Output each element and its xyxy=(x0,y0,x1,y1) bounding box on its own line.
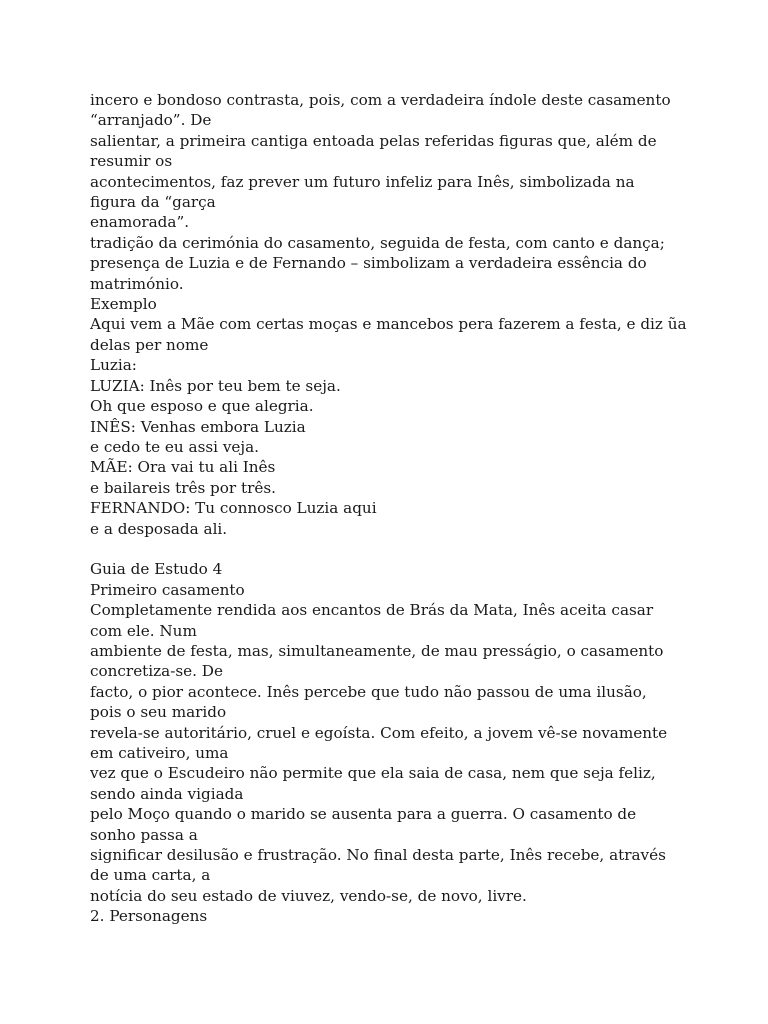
text-line: Aqui vem a Mãe com certas moças e mancebos pera fazerem a festa, e diz ũa xyxy=(90,315,687,334)
text-line: “arranjado”. De xyxy=(90,111,212,130)
text-line: enamorada”. xyxy=(90,213,190,232)
text-line: concretiza-se. De xyxy=(90,662,223,681)
text-line: de uma carta, a xyxy=(90,866,211,885)
text-line: Completamente rendida aos encantos de Brás da Mata, Inês aceita casar xyxy=(90,601,654,620)
text-line: com ele. Num xyxy=(90,621,197,640)
text-line: presença de Luzia e de Fernando – simbolizam a verdadeira essência do xyxy=(90,254,647,273)
text-line: em cativeiro, uma xyxy=(90,743,229,762)
blank-line xyxy=(90,539,688,559)
text-line: INÊS: Venhas embora Luzia xyxy=(90,417,306,436)
text-line: pelo Moço quando o marido se ausenta para a guerra. O casamento de xyxy=(90,805,637,824)
text-line: notícia do seu estado de viuvez, vendo-se, de novo, livre. xyxy=(90,886,527,905)
text-line: LUZIA: Inês por teu bem te seja. xyxy=(90,376,341,395)
text-line: incero e bondoso contrasta, pois, com a verdadeira índole deste casamento xyxy=(90,91,671,109)
text-line: tradição da cerimónia do casamento, seguida de festa, com canto e dança; xyxy=(90,233,665,252)
text-line: Oh que esposo e que alegria. xyxy=(90,397,314,416)
text-line: ambiente de festa, mas, simultaneamente, de mau presságio, o casamento xyxy=(90,641,664,660)
text-line: matrimónio. xyxy=(90,274,184,293)
document-text xyxy=(90,90,688,927)
text-line: sendo ainda vigiada xyxy=(90,784,244,803)
text-line: Exemplo xyxy=(90,295,157,314)
text-line: sonho passa a xyxy=(90,825,198,844)
text-line: e cedo te eu assi veja. xyxy=(90,437,260,456)
text-line: FERNANDO: Tu connosco Luzia aqui xyxy=(90,499,377,518)
text-line: revela-se autoritário, cruel e egoísta. Com efeito, a jovem vê-se novamente xyxy=(90,723,668,742)
text-line: salientar, a primeira cantiga entoada pelas referidas figuras que, além de xyxy=(90,131,657,150)
text-line: e bailareis três por três. xyxy=(90,478,276,497)
text-line: e a desposada ali. xyxy=(90,519,228,538)
text-line: delas per nome xyxy=(90,335,209,354)
text-line: 2. Personagens xyxy=(90,907,208,926)
text-line: MÃE: Ora vai tu ali Inês xyxy=(90,458,276,477)
text-line: acontecimentos, faz prever um futuro infeliz para Inês, simbolizada na xyxy=(90,172,635,191)
text-line: Guia de Estudo 4 xyxy=(90,560,223,579)
text-line: pois o seu marido xyxy=(90,703,227,722)
text-line: facto, o pior acontece. Inês percebe que tudo não passou de uma ilusão, xyxy=(90,682,647,701)
text-line: significar desilusão e frustração. No final desta parte, Inês recebe, através xyxy=(90,846,666,865)
text-line: resumir os xyxy=(90,152,173,171)
text-line: figura da “garça xyxy=(90,193,216,212)
text-line: Luzia: xyxy=(90,356,137,375)
text-line: Primeiro casamento xyxy=(90,580,245,599)
text-line: vez que o Escudeiro não permite que ela saia de casa, nem que seja feliz, xyxy=(90,764,656,783)
